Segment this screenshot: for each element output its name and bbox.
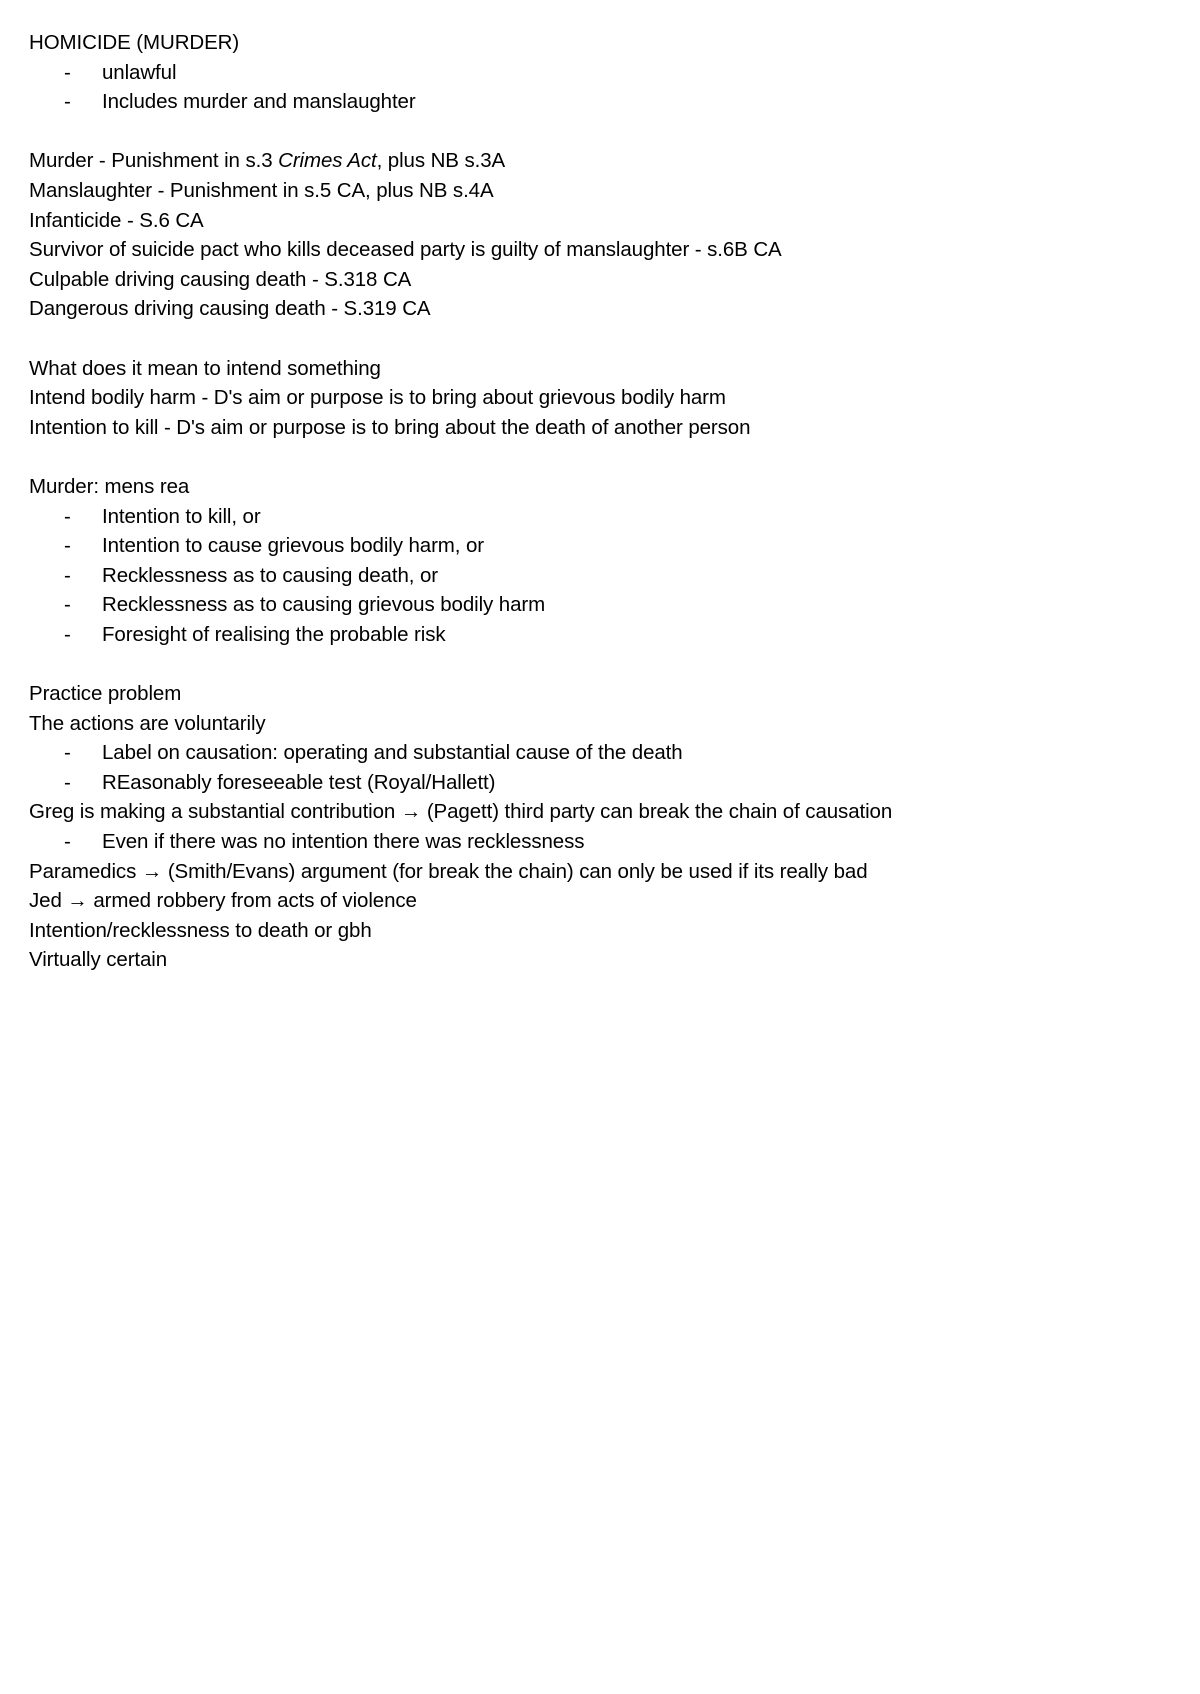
bullet-dash: - — [64, 534, 71, 558]
list-item — [29, 768, 1169, 798]
greg-contribution-line: Greg is making a substantial contribution → (Pagett) third party can break the chain of causation — [29, 800, 893, 824]
list-item-text: Label on causation: operating and substantial cause of the death — [102, 741, 683, 765]
list-item-text: Foresight of realising the probable risk — [102, 622, 446, 646]
list-item-text: Recklessness as to causing grievous bodily harm — [102, 593, 546, 617]
list-item — [29, 738, 1169, 768]
list-item-text: unlawful — [102, 60, 177, 84]
mens-rea-bullet-list — [29, 502, 1169, 650]
intention-recklessness-line: Intention/recklessness to death or gbh — [29, 918, 372, 942]
list-item-text: Even if there was no intention there was recklessness — [102, 830, 585, 854]
list-item-text: Intention to kill, or — [102, 504, 261, 528]
bullet-dash: - — [64, 60, 71, 84]
bullet-dash: - — [64, 90, 71, 114]
bullet-dash: - — [64, 593, 71, 617]
list-item-text: Includes murder and manslaughter — [102, 90, 416, 114]
suicide-pact-line: Survivor of suicide pact who kills deceased party is guilty of manslaughter - s.6B CA — [29, 238, 782, 262]
heading-mens-rea: Murder: mens rea — [29, 474, 190, 498]
list-item — [29, 827, 1169, 857]
voluntary-actions-line: The actions are voluntarily — [29, 711, 266, 735]
list-item-text: Recklessness as to causing death, or — [102, 563, 438, 587]
culpable-driving-line: Culpable driving causing death - S.318 CA — [29, 267, 412, 291]
bullet-dash: - — [64, 563, 71, 587]
homicide-bullet-list — [29, 58, 1169, 117]
bullet-dash: - — [64, 504, 71, 528]
murder-punishment-line — [29, 146, 1169, 176]
heading-practice-problem: Practice problem — [29, 682, 182, 706]
intention-to-kill-line: Intention to kill - D's aim or purpose is to bring about the death of another person — [29, 415, 751, 439]
virtually-certain-line: Virtually certain — [29, 948, 168, 972]
list-item — [29, 531, 1169, 561]
heading-homicide: HOMICIDE (MURDER) — [29, 31, 240, 54]
intend-bodily-harm-line: Intend bodily harm - D's aim or purpose is to bring about grievous bodily harm — [29, 386, 726, 410]
blank-line — [29, 117, 1169, 147]
dangerous-driving-line: Dangerous driving causing death - S.319 CA — [29, 297, 431, 321]
bullet-dash: - — [64, 622, 71, 646]
document-body — [29, 28, 1169, 975]
infanticide-line: Infanticide - S.6 CA — [29, 208, 204, 232]
intend-question-line: What does it mean to intend something — [29, 356, 381, 380]
blank-line — [29, 649, 1169, 679]
recklessness-bullet-list — [29, 827, 1169, 857]
bullet-dash: - — [64, 770, 71, 794]
list-item — [29, 590, 1169, 620]
bullet-dash: - — [64, 741, 71, 765]
paramedics-line: Paramedics → (Smith/Evans) argument (for break the chain) can only be used if its really bad — [29, 859, 868, 883]
murder-suffix: , plus NB s.3A — [376, 149, 506, 173]
list-item — [29, 561, 1169, 591]
list-item — [29, 58, 1169, 88]
causation-bullet-list — [29, 738, 1169, 797]
list-item-text: Intention to cause grievous bodily harm, or — [102, 534, 484, 558]
jed-line: Jed → armed robbery from acts of violence — [29, 889, 417, 913]
manslaughter-line: Manslaughter - Punishment in s.5 CA, plus NB s.4A — [29, 178, 494, 202]
murder-prefix: Murder - Punishment in s.3 — [29, 149, 279, 173]
list-item — [29, 87, 1169, 117]
list-item — [29, 620, 1169, 650]
blank-line — [29, 442, 1169, 472]
list-item-text: REasonably foreseeable test (Royal/Hallett) — [102, 770, 496, 794]
list-item — [29, 502, 1169, 532]
crimes-act-italic: Crimes Act — [278, 149, 377, 173]
bullet-dash: - — [64, 830, 71, 854]
blank-line — [29, 324, 1169, 354]
